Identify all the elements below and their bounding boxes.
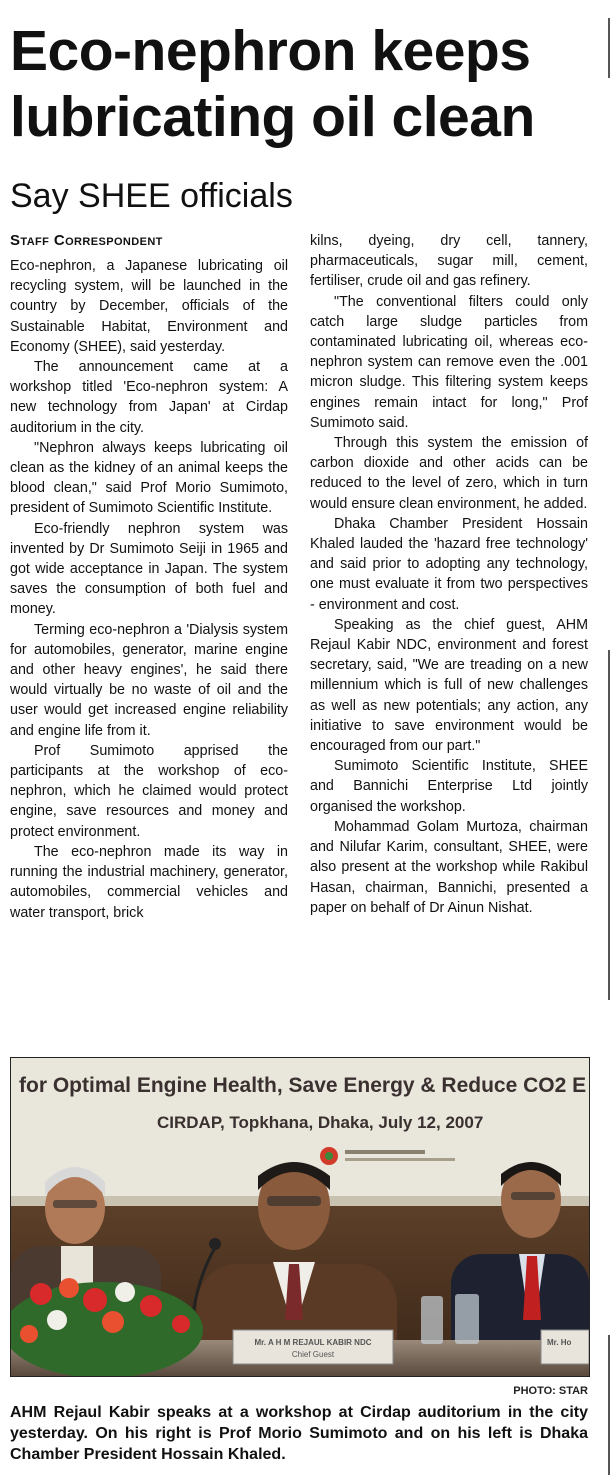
paragraph: The announcement came at a workshop titled 'Eco-nephron system: A new technology from Japan' at Cirdap auditorium in the city. [10,359,288,436]
paragraph: Eco-nephron, a Japanese lubricating oil recycling system, will be launched in the country by December, officials of the Sustainable Habitat, Environment and Economy (SHEE), said yesterday. [10,258,288,355]
paragraph: The eco-nephron made its way in running the industrial machinery, generator, automobiles, commercial vehicles and water transport, brick [10,843,288,921]
byline-text: Staff Correspondent [10,232,163,249]
paragraph: Terming eco-nephron a 'Dialysis system for automobiles, generator, marine engine and other heavy engines', he said there would virtually be no waste of oil and the user would get increased engine reliability and engine life from it. [10,621,288,739]
paragraph: Mohammad Golam Murtoza, chairman and Nilufar Karim, consultant, SHEE, were also present at the workshop while Rakibul Hasan, chairman, Bannichi, presented a paper on behalf of Dr Ainun Nishat. [310,818,588,916]
paragraph: "Nephron always keeps lubricating oil clean as the kidney of an animal keeps the blood clean," said Prof Morio Sumimoto, president of Sumimoto Scientific Institute. [10,439,288,517]
subheadline: Say SHEE officials [10,177,293,215]
paragraph: Through this system the emission of carbon dioxide and other acids can be reduced to the level of zero, which in turn would ensure clean environment, he added. [310,435,588,512]
page-edge-rule [608,650,610,1000]
paragraph: Speaking as the chief guest, AHM Rejaul Kabir NDC, environment and forest secretary, said, "We are treading on a new millennium which is full of new challenges as well as new potentials; any action, any initiative to save environment would be encouraged from our part." [310,616,588,755]
article-column-left [10,256,288,923]
paragraph: Sumimoto Scientific Institute, SHEE and Bannichi Enterprise Ltd jointly organised the workshop. [310,758,588,815]
photo-illustration [11,1058,589,1376]
paragraph: "The conventional filters could only catch large sludge particles from contaminated lubricating oil, whereas eco-nephron system can remove even the .001 micron sludge. This filtering system keeps engines remain intact for long," Prof Sumimoto said. [310,293,588,431]
paragraph: Dhaka Chamber President Hossain Khaled lauded the 'hazard free technology' and said prior to adopting any technology, one must evaluate it from two perspectives - environment and cost. [310,515,588,613]
name-plate-right-text: Mr. Ho [547,1338,572,1347]
page-edge-rule [608,1335,610,1475]
name-plate-center-role: Chief Guest [291,1350,335,1359]
banner-text-line1: for Optimal Engine Health, Save Energy & Reduce CO2 E [19,1074,587,1097]
name-plate-center [233,1330,393,1364]
article-column-right [310,231,588,918]
photo-caption: AHM Rejaul Kabir speaks at a workshop at Cirdap auditorium in the city yesterday. On his right is Prof Morio Sumimoto and on his left is Dhaka Chamber President Hossain Khaled. [10,1404,588,1463]
paragraph: kilns, dyeing, dry cell, tannery, pharmaceuticals, sugar mill, cement, fertiliser, crude oil and gas refinery. [310,233,588,290]
headline: Eco-nephron keeps lubricating oil clean [10,19,535,149]
photo-credit: PHOTO: STAR [513,1385,588,1397]
name-plate-center-text: Mr. A H M REJAUL KABIR NDC [254,1338,372,1347]
page-edge-rule [608,18,610,78]
name-plate-right [541,1330,589,1364]
byline [10,232,163,249]
paragraph: Prof Sumimoto apprised the participants at the workshop of eco-nephron, which he claimed would protect engine, save resources and money and protect environment. [10,742,288,840]
paragraph: Eco-friendly nephron system was invented by Dr Sumimoto Seiji in 1965 and got wide acceptance in Japan. The system saves the consumption of both fuel and money. [10,520,288,618]
banner-text-line2: CIRDAP, Topkhana, Dhaka, July 12, 2007 [157,1113,484,1132]
news-photo [10,1057,590,1377]
